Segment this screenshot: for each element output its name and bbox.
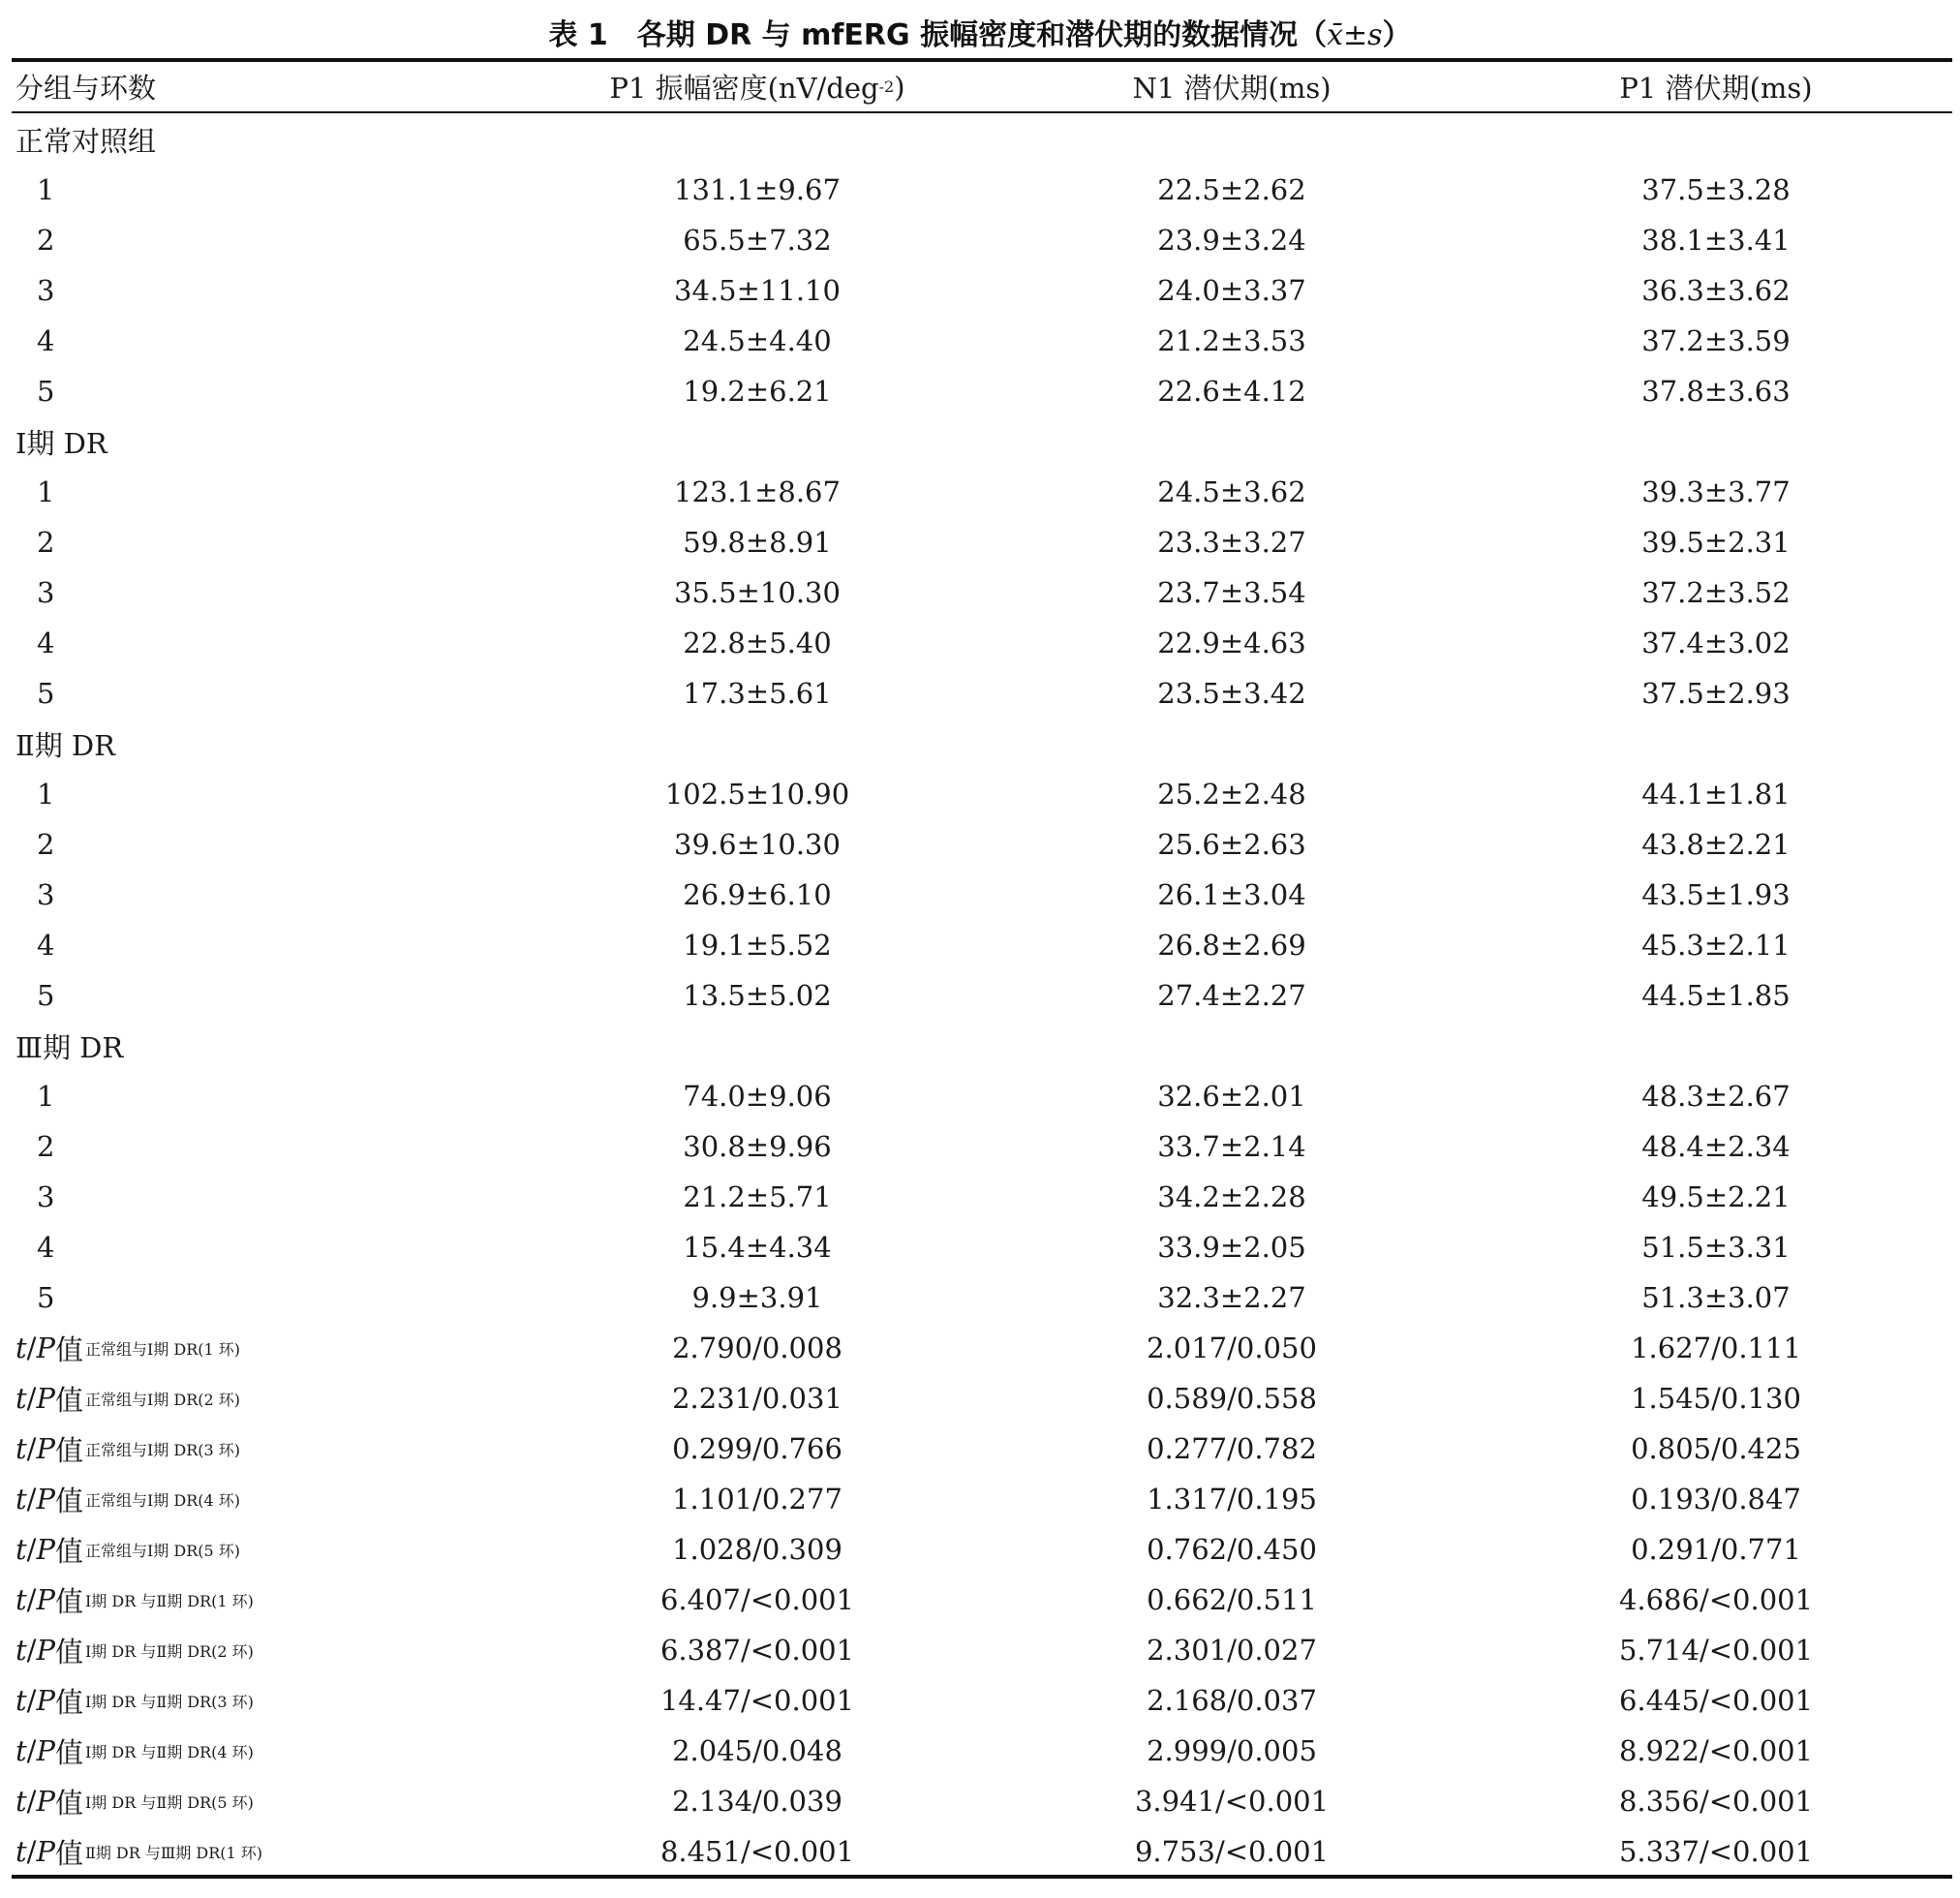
p1-amplitude-value: 24.5±4.40 xyxy=(683,324,832,357)
p1-amplitude-value: 74.0±9.06 xyxy=(683,1080,832,1113)
p1-latency-test: 6.445/<0.001 xyxy=(1618,1684,1814,1717)
test-comparison: Ⅱ期 DR 与Ⅲ期 DR(1 环) xyxy=(84,1843,263,1862)
ring-number: 2 xyxy=(37,828,55,861)
p1-latency-value: 43.5±1.93 xyxy=(1641,878,1791,911)
ring-number: 1 xyxy=(37,475,55,508)
p1-amplitude-value: 22.8±5.40 xyxy=(683,627,832,659)
test-t-symbol: t xyxy=(15,1332,27,1364)
test-separator: / xyxy=(26,1835,37,1868)
test-t-symbol: t xyxy=(15,1684,27,1717)
n1-latency-value: 22.6±4.12 xyxy=(1157,375,1306,408)
test-t-symbol: t xyxy=(15,1835,27,1868)
p1-amplitude-value: 34.5±11.10 xyxy=(674,274,841,307)
test-t-symbol: t xyxy=(15,1483,27,1515)
test-row xyxy=(12,1625,1952,1675)
table-row xyxy=(12,1222,1952,1272)
p1-latency-value: 37.5±3.28 xyxy=(1641,173,1791,206)
table-row xyxy=(12,567,1952,618)
p1-latency-value: 37.5±2.93 xyxy=(1641,677,1791,710)
table-row xyxy=(12,467,1952,517)
section-title: Ⅲ期 DR xyxy=(15,1030,124,1064)
test-label xyxy=(15,1826,558,1877)
table-row xyxy=(12,870,1952,920)
table-row xyxy=(12,1272,1952,1323)
test-separator: / xyxy=(26,1533,37,1566)
table-bottom-rule xyxy=(12,1875,1952,1879)
table-row xyxy=(12,517,1952,567)
p1-latency-value: 43.8±2.21 xyxy=(1641,828,1791,861)
n1-latency-test: 9.753/<0.001 xyxy=(1134,1835,1330,1868)
p1-latency-value: 37.2±3.52 xyxy=(1641,576,1791,609)
n1-latency-value: 23.7±3.54 xyxy=(1157,576,1306,609)
ring-number: 5 xyxy=(37,677,55,710)
section-row xyxy=(12,416,1952,467)
table-row xyxy=(12,819,1952,870)
n1-latency-value: 23.3±3.27 xyxy=(1157,526,1306,559)
p1-amplitude-test: 2.231/0.031 xyxy=(672,1382,842,1415)
p1-latency-value: 39.5±2.31 xyxy=(1641,526,1791,559)
ring-number: 4 xyxy=(37,627,55,659)
p1-latency-value: 51.3±3.07 xyxy=(1641,1281,1791,1314)
test-label xyxy=(15,1424,558,1474)
test-t-symbol: t xyxy=(15,1734,27,1767)
p1-amplitude-value: 123.1±8.67 xyxy=(674,475,841,508)
test-comparison: Ⅰ期 DR 与Ⅱ期 DR(1 环) xyxy=(84,1591,254,1610)
test-row xyxy=(12,1726,1952,1776)
test-p-symbol: P xyxy=(36,1382,55,1415)
ring-number: 2 xyxy=(37,1130,55,1163)
p1-latency-test: 8.922/<0.001 xyxy=(1618,1734,1814,1767)
p1-latency-value: 36.3±3.62 xyxy=(1641,274,1791,307)
section-title: Ⅰ期 DR xyxy=(15,426,107,460)
test-value-word: 值 xyxy=(54,1786,83,1820)
n1-latency-value: 22.5±2.62 xyxy=(1157,173,1306,206)
test-separator: / xyxy=(26,1634,37,1667)
n1-latency-value: 25.2±2.48 xyxy=(1157,778,1306,811)
test-value-word: 值 xyxy=(54,1484,83,1517)
table-row xyxy=(12,1071,1952,1121)
n1-latency-test: 0.662/0.511 xyxy=(1147,1583,1317,1616)
test-comparison: Ⅰ期 DR 与Ⅱ期 DR(2 环) xyxy=(84,1641,254,1661)
p1-amplitude-test: 2.045/0.048 xyxy=(672,1734,842,1767)
p1-amplitude-test: 14.47/<0.001 xyxy=(659,1684,855,1717)
test-t-symbol: t xyxy=(15,1634,27,1667)
test-value-word: 值 xyxy=(54,1584,83,1618)
p1-amplitude-test: 0.299/0.766 xyxy=(672,1432,842,1465)
table-caption xyxy=(0,12,1960,60)
test-row xyxy=(12,1424,1952,1474)
table-header-rule xyxy=(12,111,1952,113)
test-p-symbol: P xyxy=(36,1634,55,1667)
test-p-symbol: P xyxy=(36,1835,55,1868)
table-title-close: ） xyxy=(1382,18,1412,52)
test-comparison: Ⅰ期 DR 与Ⅱ期 DR(3 环) xyxy=(84,1692,254,1711)
p1-latency-value: 44.5±1.85 xyxy=(1641,979,1791,1012)
test-row xyxy=(12,1776,1952,1826)
test-value-word: 值 xyxy=(54,1534,83,1568)
test-row xyxy=(12,1474,1952,1524)
n1-latency-value: 23.9±3.24 xyxy=(1157,224,1306,257)
test-separator: / xyxy=(26,1432,37,1465)
test-p-symbol: P xyxy=(36,1734,55,1767)
p1-amplitude-test: 6.387/<0.001 xyxy=(659,1634,855,1667)
test-comparison: Ⅰ期 DR 与Ⅱ期 DR(4 环) xyxy=(84,1742,254,1761)
p1-amplitude-value: 26.9±6.10 xyxy=(683,878,832,911)
p1-latency-test: 0.291/0.771 xyxy=(1631,1533,1801,1566)
p1-latency-value: 51.5±3.31 xyxy=(1641,1231,1791,1264)
header-n1-latency: N1 潜伏期(ms) xyxy=(1132,72,1332,105)
p1-amplitude-value: 35.5±10.30 xyxy=(674,576,841,609)
test-p-symbol: P xyxy=(36,1583,55,1616)
ring-number: 3 xyxy=(37,576,55,609)
test-p-symbol: P xyxy=(36,1483,55,1515)
n1-latency-test: 3.941/<0.001 xyxy=(1134,1785,1330,1818)
n1-latency-value: 33.9±2.05 xyxy=(1157,1231,1306,1264)
table-title: 各期 DR 与 mfERG 振幅密度和潜伏期的数据情况（ xyxy=(636,18,1328,52)
p1-latency-value: 37.8±3.63 xyxy=(1641,375,1791,408)
ring-number: 3 xyxy=(37,274,55,307)
test-row xyxy=(12,1524,1952,1575)
n1-latency-value: 33.7±2.14 xyxy=(1157,1130,1306,1163)
n1-latency-value: 23.5±3.42 xyxy=(1157,677,1306,710)
test-label xyxy=(15,1726,558,1776)
test-row xyxy=(12,1826,1952,1877)
p1-amplitude-test: 6.407/<0.001 xyxy=(659,1583,855,1616)
n1-latency-value: 25.6±2.63 xyxy=(1157,828,1306,861)
test-p-symbol: P xyxy=(36,1533,55,1566)
p1-amplitude-value: 131.1±9.67 xyxy=(674,173,841,206)
table-row xyxy=(12,618,1952,668)
test-label xyxy=(15,1373,558,1424)
test-value-word: 值 xyxy=(54,1685,83,1719)
table-row xyxy=(12,265,1952,316)
n1-latency-value: 32.3±2.27 xyxy=(1157,1281,1306,1314)
n1-latency-test: 2.017/0.050 xyxy=(1147,1332,1317,1364)
ring-number: 2 xyxy=(37,526,55,559)
test-label xyxy=(15,1776,558,1826)
p1-latency-test: 5.714/<0.001 xyxy=(1618,1634,1814,1667)
p1-amplitude-test: 1.101/0.277 xyxy=(672,1483,842,1515)
test-separator: / xyxy=(26,1382,37,1415)
header-p1-amplitude-exponent: -2 xyxy=(878,77,895,96)
n1-latency-test: 0.762/0.450 xyxy=(1147,1533,1317,1566)
p1-amplitude-value: 15.4±4.34 xyxy=(683,1231,832,1264)
test-row xyxy=(12,1675,1952,1726)
table-row xyxy=(12,165,1952,215)
test-p-symbol: P xyxy=(36,1432,55,1465)
p1-latency-value: 44.1±1.81 xyxy=(1641,778,1791,811)
p1-amplitude-value: 19.1±5.52 xyxy=(683,929,832,962)
test-separator: / xyxy=(26,1483,37,1515)
test-t-symbol: t xyxy=(15,1432,27,1465)
test-value-word: 值 xyxy=(54,1735,83,1769)
p1-latency-test: 8.356/<0.001 xyxy=(1618,1785,1814,1818)
test-comparison: 正常组与Ⅰ期 DR(2 环) xyxy=(84,1390,241,1409)
table-row xyxy=(12,970,1952,1021)
header-p1-latency: P1 潜伏期(ms) xyxy=(1619,72,1813,105)
n1-latency-test: 0.277/0.782 xyxy=(1147,1432,1317,1465)
n1-latency-test: 1.317/0.195 xyxy=(1147,1483,1317,1515)
section-row xyxy=(12,719,1952,769)
p1-latency-value: 38.1±3.41 xyxy=(1641,224,1791,257)
p1-latency-test: 0.805/0.425 xyxy=(1631,1432,1801,1465)
p1-latency-test: 1.545/0.130 xyxy=(1631,1382,1801,1415)
n1-latency-value: 26.8±2.69 xyxy=(1157,929,1306,962)
p1-latency-value: 45.3±2.11 xyxy=(1641,929,1791,962)
p1-amplitude-value: 13.5±5.02 xyxy=(683,979,832,1012)
test-row xyxy=(12,1373,1952,1424)
ring-number: 4 xyxy=(37,929,55,962)
ring-number: 5 xyxy=(37,1281,55,1314)
p1-amplitude-value: 9.9±3.91 xyxy=(691,1281,823,1314)
ring-number: 4 xyxy=(37,1231,55,1264)
n1-latency-test: 2.301/0.027 xyxy=(1147,1634,1317,1667)
p1-amplitude-value: 102.5±10.90 xyxy=(664,778,850,811)
p1-amplitude-value: 39.6±10.30 xyxy=(674,828,841,861)
table-row xyxy=(12,1172,1952,1222)
p1-latency-value: 48.3±2.67 xyxy=(1641,1080,1791,1113)
p1-amplitude-test: 2.790/0.008 xyxy=(672,1332,842,1364)
test-comparison: 正常组与Ⅰ期 DR(4 环) xyxy=(84,1490,241,1510)
section-title: Ⅱ期 DR xyxy=(15,728,116,762)
test-value-word: 值 xyxy=(54,1836,83,1870)
n1-latency-value: 24.0±3.37 xyxy=(1157,274,1306,307)
p1-amplitude-value: 30.8±9.96 xyxy=(683,1130,832,1163)
test-label xyxy=(15,1625,558,1675)
test-separator: / xyxy=(26,1785,37,1818)
p1-amplitude-value: 65.5±7.32 xyxy=(683,224,832,257)
ring-number: 3 xyxy=(37,1180,55,1213)
test-p-symbol: P xyxy=(36,1332,55,1364)
test-separator: / xyxy=(26,1332,37,1364)
n1-latency-test: 0.589/0.558 xyxy=(1147,1382,1317,1415)
test-p-symbol: P xyxy=(36,1785,55,1818)
n1-latency-value: 24.5±3.62 xyxy=(1157,475,1306,508)
ring-number: 2 xyxy=(37,224,55,257)
table-row xyxy=(12,316,1952,366)
ring-number: 4 xyxy=(37,324,55,357)
table-stat-notation: x̄±s xyxy=(1327,18,1383,52)
p1-amplitude-test: 2.134/0.039 xyxy=(672,1785,842,1818)
p1-latency-test: 0.193/0.847 xyxy=(1631,1483,1801,1515)
n1-latency-value: 34.2±2.28 xyxy=(1157,1180,1306,1213)
ring-number: 3 xyxy=(37,878,55,911)
n1-latency-test: 2.168/0.037 xyxy=(1147,1684,1317,1717)
test-value-word: 值 xyxy=(54,1635,83,1668)
test-separator: / xyxy=(26,1684,37,1717)
test-value-word: 值 xyxy=(54,1383,83,1417)
p1-amplitude-test: 8.451/<0.001 xyxy=(659,1835,855,1868)
test-p-symbol: P xyxy=(36,1684,55,1717)
header-p1-amplitude-close: ) xyxy=(894,70,905,104)
test-separator: / xyxy=(26,1583,37,1616)
table-row xyxy=(12,215,1952,265)
p1-amplitude-value: 59.8±8.91 xyxy=(683,526,832,559)
n1-latency-value: 26.1±3.04 xyxy=(1157,878,1306,911)
p1-amplitude-test: 1.028/0.309 xyxy=(672,1533,842,1566)
header-p1-amplitude-text: P1 振幅密度(nV/deg xyxy=(609,72,879,105)
ring-number: 5 xyxy=(37,979,55,1012)
test-row xyxy=(12,1575,1952,1625)
section-row xyxy=(12,114,1952,165)
table-row xyxy=(12,769,1952,819)
n1-latency-test: 2.999/0.005 xyxy=(1147,1734,1317,1767)
n1-latency-value: 22.9±4.63 xyxy=(1157,627,1306,659)
p1-latency-value: 39.3±3.77 xyxy=(1641,475,1791,508)
ring-number: 1 xyxy=(37,173,55,206)
ring-number: 1 xyxy=(37,778,55,811)
test-row xyxy=(12,1323,1952,1373)
p1-latency-value: 49.5±2.21 xyxy=(1641,1180,1791,1213)
section-title: 正常对照组 xyxy=(15,124,157,158)
test-label xyxy=(15,1675,558,1726)
section-row xyxy=(12,1021,1952,1071)
n1-latency-value: 32.6±2.01 xyxy=(1157,1080,1306,1113)
test-comparison: 正常组与Ⅰ期 DR(5 环) xyxy=(84,1541,241,1560)
test-t-symbol: t xyxy=(15,1533,27,1566)
test-t-symbol: t xyxy=(15,1382,27,1415)
test-label xyxy=(15,1575,558,1625)
table-row xyxy=(12,366,1952,416)
p1-latency-value: 48.4±2.34 xyxy=(1641,1130,1791,1163)
test-comparison: 正常组与Ⅰ期 DR(1 环) xyxy=(84,1339,241,1359)
p1-latency-test: 1.627/0.111 xyxy=(1631,1332,1801,1364)
p1-latency-value: 37.2±3.59 xyxy=(1641,324,1791,357)
test-t-symbol: t xyxy=(15,1785,27,1818)
test-label xyxy=(15,1524,558,1575)
test-value-word: 值 xyxy=(54,1433,83,1467)
p1-amplitude-value: 17.3±5.61 xyxy=(683,677,832,710)
n1-latency-value: 21.2±3.53 xyxy=(1157,324,1306,357)
test-comparison: Ⅰ期 DR 与Ⅱ期 DR(5 环) xyxy=(84,1792,254,1812)
p1-latency-test: 5.337/<0.001 xyxy=(1618,1835,1814,1868)
table-row xyxy=(12,1121,1952,1172)
test-separator: / xyxy=(26,1734,37,1767)
table-number: 表 1 xyxy=(548,18,608,52)
p1-amplitude-value: 21.2±5.71 xyxy=(683,1180,832,1213)
table-row xyxy=(12,668,1952,719)
test-value-word: 值 xyxy=(54,1332,83,1366)
test-comparison: 正常组与Ⅰ期 DR(3 环) xyxy=(84,1440,241,1459)
test-label xyxy=(15,1323,558,1373)
table-row xyxy=(12,920,1952,970)
test-label xyxy=(15,1474,558,1524)
p1-latency-test: 4.686/<0.001 xyxy=(1618,1583,1814,1616)
table-header-row xyxy=(12,62,1952,111)
header-p1-amplitude xyxy=(554,62,961,111)
header-group: 分组与环数 xyxy=(15,72,157,105)
n1-latency-value: 27.4±2.27 xyxy=(1157,979,1306,1012)
ring-number: 5 xyxy=(37,375,55,408)
ring-number: 1 xyxy=(37,1080,55,1113)
p1-amplitude-value: 19.2±6.21 xyxy=(683,375,832,408)
test-t-symbol: t xyxy=(15,1583,27,1616)
p1-latency-value: 37.4±3.02 xyxy=(1641,627,1791,659)
